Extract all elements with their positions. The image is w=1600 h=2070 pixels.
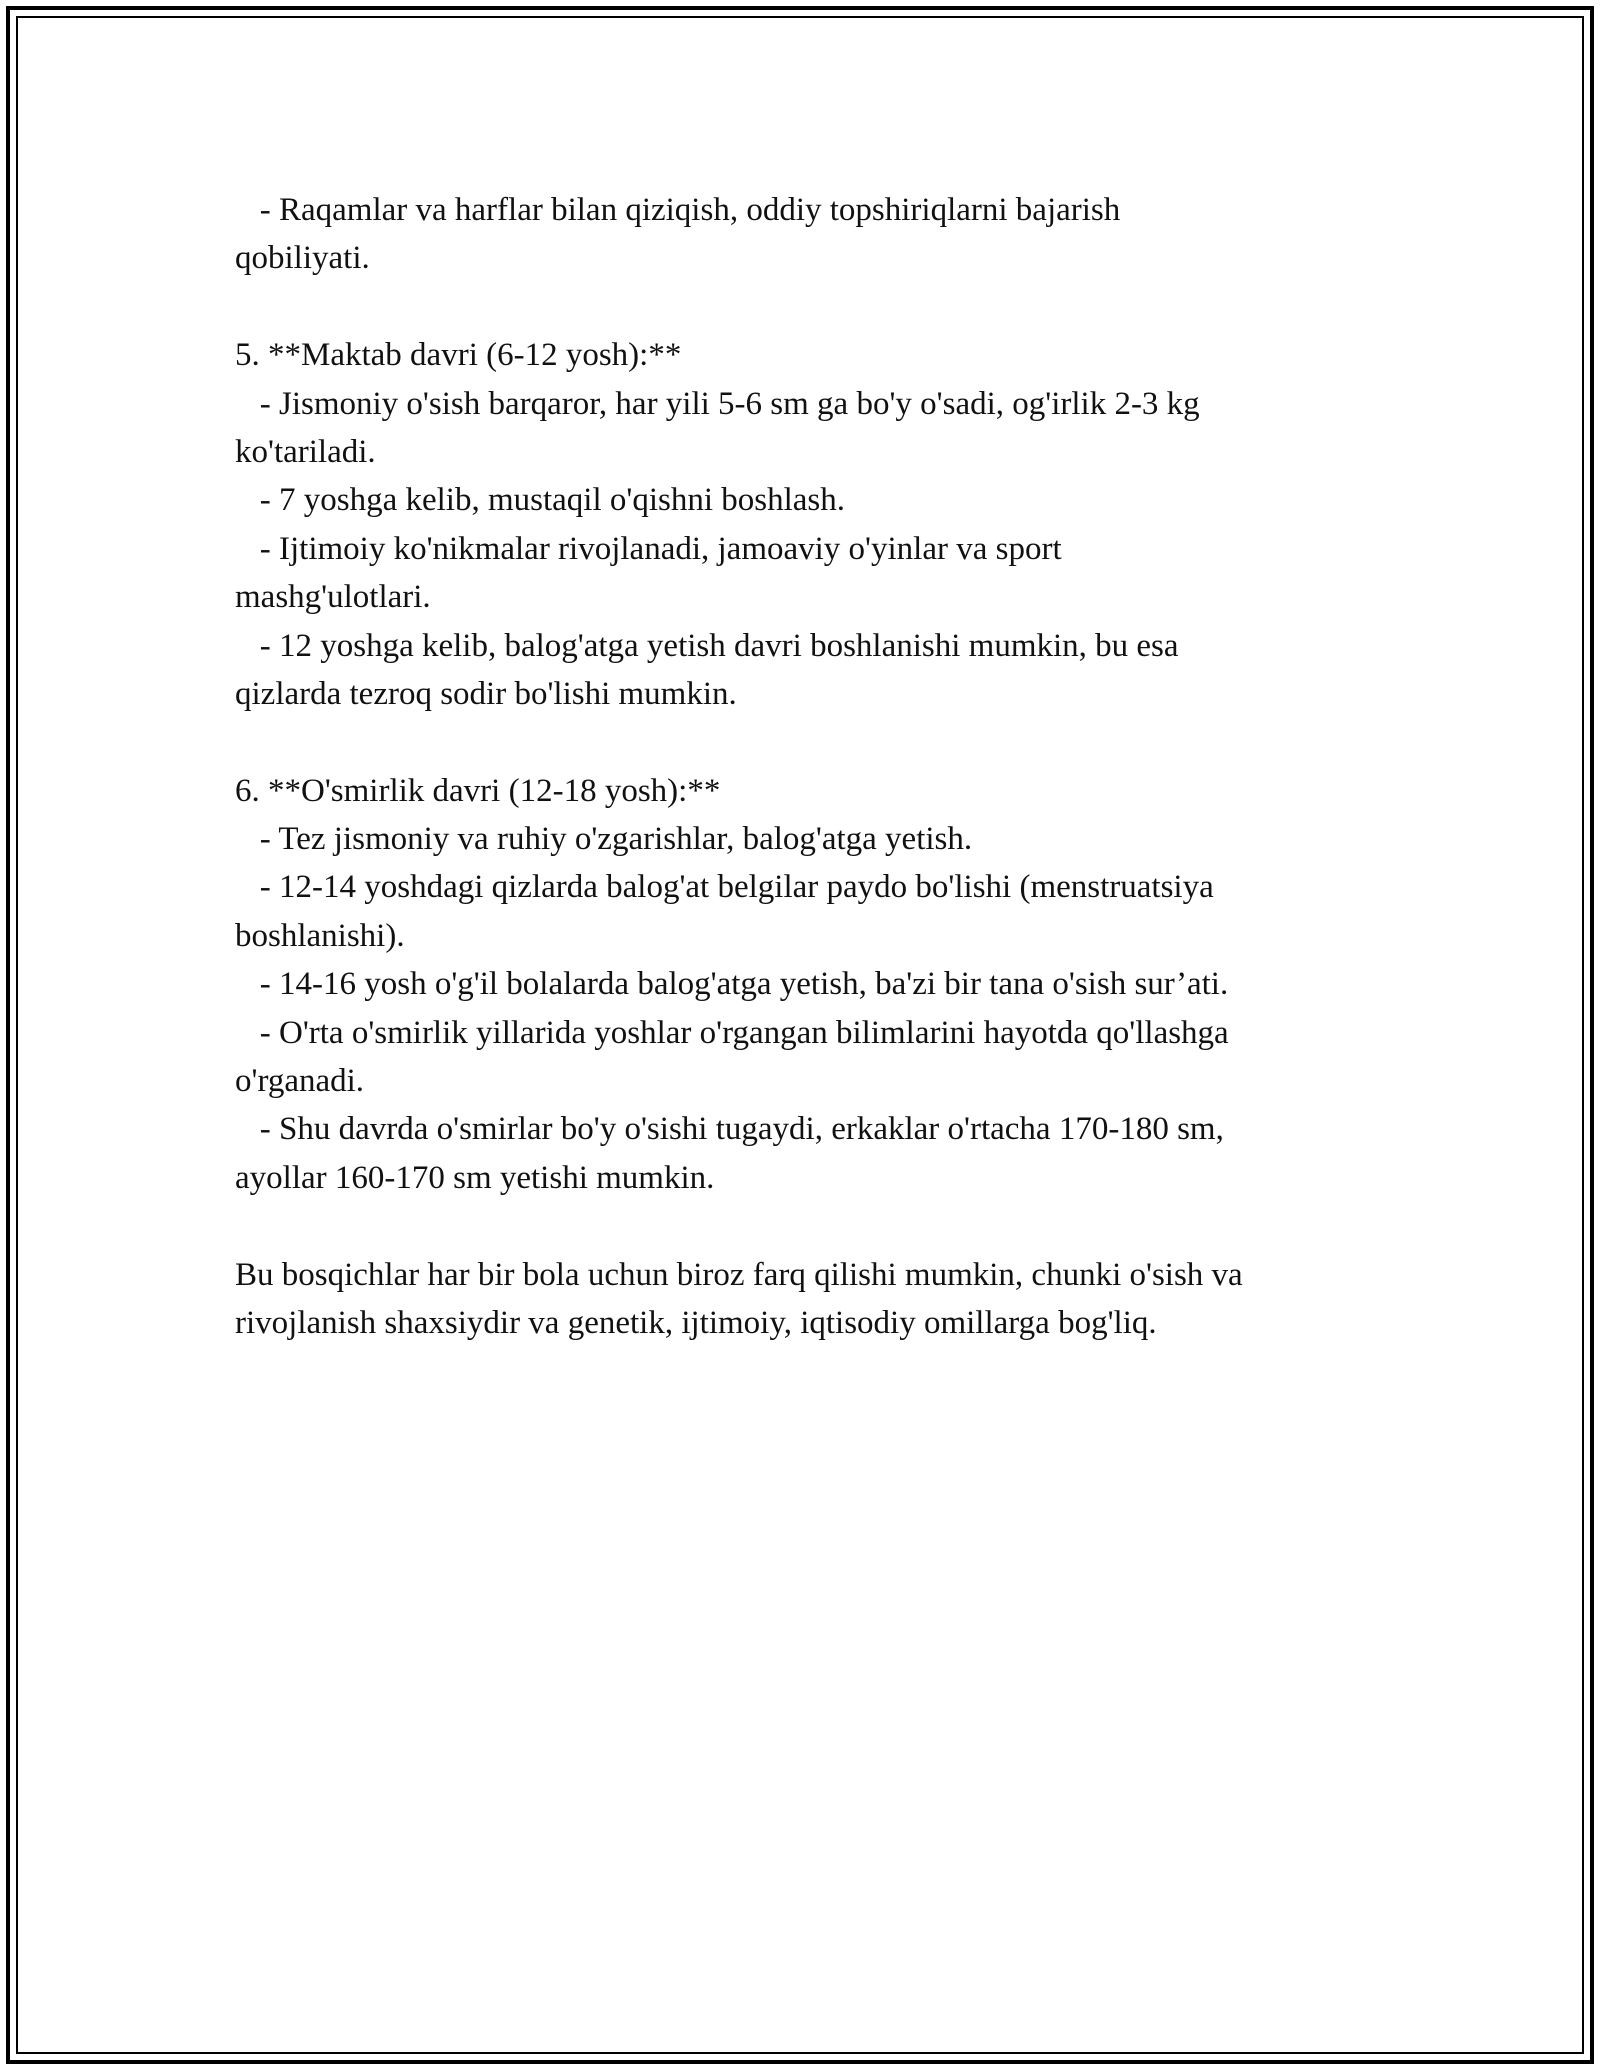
section-heading: 6. **O'smirlik davri (12-18 yosh):**	[235, 772, 721, 809]
text-line: - O'rta o'smirlik yillarida yoshlar o'rgangan bilimlarini hayotda qo'llashga	[235, 1014, 1229, 1051]
text-line: qobiliyati.	[235, 240, 370, 277]
blank-line	[235, 718, 1385, 766]
text-line: ayollar 160-170 sm yetishi mumkin.	[235, 1159, 715, 1196]
text-line: - Tez jismoniy va ruhiy o'zgarishlar, balog'atga yetish.	[235, 821, 973, 858]
text-line: - 14-16 yosh o'g'il bolalarda balog'atga yetish, ba'zi bir tana o'sish sur’ati.	[235, 966, 1229, 1003]
text-line: - 12-14 yoshdagi qizlarda balog'at belgilar paydo bo'lishi (menstruatsiya	[235, 869, 1214, 906]
text-line: - Ijtimoiy ko'nikmalar rivojlanadi, jamoaviy o'yinlar va sport	[235, 530, 1062, 567]
text-line: rivojlanish shaxsiydir va genetik, ijtimoiy, iqtisodiy omillarga bog'liq.	[235, 1304, 1157, 1341]
text-line: - Shu davrda o'smirlar bo'y o'sishi tugaydi, erkaklar o'rtacha 170-180 sm,	[235, 1111, 1224, 1148]
section-heading: 5. **Maktab davri (6-12 yosh):**	[235, 337, 682, 374]
text-line: boshlanishi).	[235, 917, 405, 954]
text-line: ko'tariladi.	[235, 433, 376, 470]
text-line: - Jismoniy o'sish barqaror, har yili 5-6 sm ga bo'y o'sadi, og'irlik 2-3 kg	[235, 385, 1200, 422]
text-line: - 7 yoshga kelib, mustaqil o'qishni boshlash.	[235, 482, 846, 519]
blank-line	[235, 1202, 1385, 1250]
document-body	[235, 186, 1385, 1347]
text-line: mashg'ulotlari.	[235, 579, 431, 616]
text-line: Bu bosqichlar har bir bola uchun biroz farq qilishi mumkin, chunki o'sish va	[235, 1256, 1243, 1293]
blank-line	[235, 283, 1385, 331]
text-line: - 12 yoshga kelib, balog'atga yetish davri boshlanishi mumkin, bu esa	[235, 627, 1179, 664]
text-line: qizlarda tezroq sodir bo'lishi mumkin.	[235, 675, 737, 712]
text-line: - Raqamlar va harflar bilan qiziqish, oddiy topshiriqlarni bajarish	[235, 192, 1121, 228]
text-line: o'rganadi.	[235, 1063, 365, 1100]
